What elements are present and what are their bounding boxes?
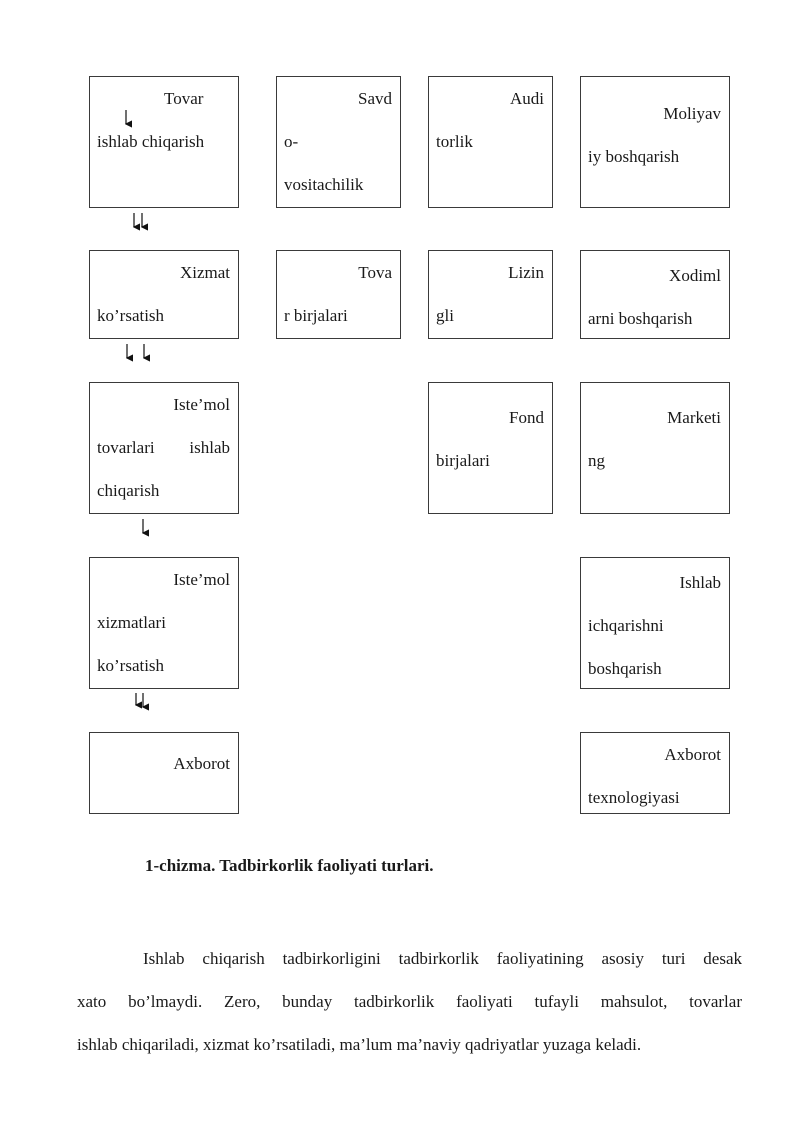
box-line: Xizmat bbox=[179, 263, 230, 282]
figure-caption: 1-chizma. Tadbirkorlik faoliyati turlari. bbox=[145, 856, 434, 875]
box-line: tovarlari ishlab bbox=[97, 438, 230, 457]
box-line: Lizin bbox=[508, 263, 544, 282]
box-line: iy boshqarish bbox=[588, 147, 680, 166]
box-line: Xodiml bbox=[669, 266, 721, 285]
paragraph-line: Ishlab chiqarish tadbirkorligini tadbirkorlik faoliyatining asosiy turi desak bbox=[143, 949, 742, 968]
box-line: Tova bbox=[358, 263, 392, 282]
box-istemol-tovarlari bbox=[89, 382, 239, 514]
box-line: vositachilik bbox=[284, 175, 364, 194]
box-line: ichqarishni bbox=[588, 616, 664, 635]
box-tovar-ishlab-chiqarish bbox=[89, 76, 239, 208]
box-lizing bbox=[428, 250, 553, 339]
box-line: Iste’mol bbox=[173, 395, 230, 414]
box-line: texnologiyasi bbox=[588, 788, 680, 807]
box-line: Savd bbox=[358, 89, 392, 108]
box-auditorlik bbox=[428, 76, 553, 208]
box-xodimlarni-boshqarish bbox=[580, 250, 730, 339]
box-tovar-birjalari bbox=[276, 250, 401, 339]
box-line: Axborot bbox=[664, 745, 721, 764]
box-line: o- bbox=[284, 132, 299, 151]
box-line: birjalari bbox=[436, 451, 490, 470]
box-line: Fond bbox=[509, 408, 544, 427]
box-line: arni boshqarish bbox=[588, 309, 693, 328]
paragraph-line: xato bo’lmaydi. Zero, bunday tadbirkorlik faoliyati tufayli mahsulot, tovarlar bbox=[77, 992, 742, 1011]
box-axborot-texnologiyasi bbox=[580, 732, 730, 814]
box-ishlab-chiqarishni-boshqarish bbox=[580, 557, 730, 689]
box-xizmat-korsatish bbox=[89, 250, 239, 339]
box-line: Marketi bbox=[667, 408, 721, 427]
box-line: ko’rsatish bbox=[97, 306, 165, 325]
box-axborot bbox=[89, 732, 239, 814]
box-line: Moliyav bbox=[663, 104, 721, 123]
box-moliyaviy-boshqarish bbox=[580, 76, 730, 208]
box-line: ishlab chiqarish bbox=[97, 132, 205, 151]
box-line: torlik bbox=[436, 132, 473, 151]
box-line: Audi bbox=[510, 89, 544, 108]
body-paragraph bbox=[77, 937, 742, 1066]
box-line: chiqarish bbox=[97, 481, 160, 500]
box-line: gli bbox=[436, 306, 454, 325]
box-line: boshqarish bbox=[588, 659, 662, 678]
box-fond-birjalari bbox=[428, 382, 553, 514]
box-line: Tovar bbox=[164, 89, 204, 108]
box-istemol-xizmatlari bbox=[89, 557, 239, 689]
box-line: Iste’mol bbox=[173, 570, 230, 589]
box-line: ko’rsatish bbox=[97, 656, 165, 675]
paragraph-line: ishlab chiqariladi, xizmat ko’rsatiladi, ma’lum ma’naviy qadriyatlar yuzaga keladi. bbox=[77, 1035, 642, 1054]
box-savdo-vositachilik bbox=[276, 76, 401, 208]
box-line: ng bbox=[588, 451, 605, 470]
box-line: r birjalari bbox=[284, 306, 348, 325]
box-marketing bbox=[580, 382, 730, 514]
box-line: Ishlab bbox=[679, 573, 721, 592]
box-line: Axborot bbox=[173, 754, 230, 773]
box-line: xizmatlari bbox=[97, 613, 166, 632]
